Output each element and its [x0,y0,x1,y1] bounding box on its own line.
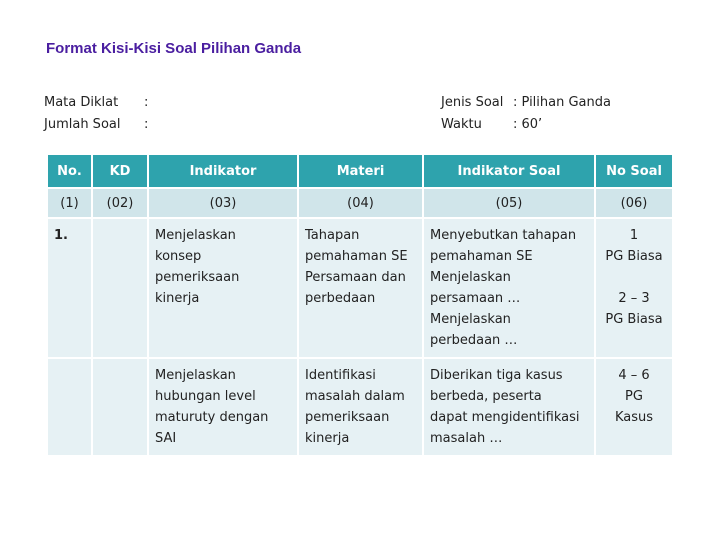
column-number-row [48,188,673,218]
waktu-label: Waktu [441,117,482,132]
indikator-soal-line: masalah … [430,431,503,446]
no-soal-line: 1 [629,228,639,243]
header-row [48,155,673,188]
cell-kd [92,358,148,456]
meta-right [441,92,611,136]
materi-line: Persamaan dan [305,270,406,285]
no-soal-spacer [602,267,666,288]
no-soal-line: PG Biasa [605,249,663,264]
jumlah-soal-label: Jumlah Soal [44,117,121,132]
indikator-soal-line: Diberikan tiga kasus [430,368,563,383]
cell-indikator [148,358,298,456]
indikator-soal-line: persamaan … [430,291,521,306]
meta-waktu [441,114,611,136]
indikator-line: hubungan level [155,389,256,404]
meta-jumlah-soal [44,114,148,136]
header-indikator: Indikator [148,155,298,188]
indikator-line: SAI [155,431,177,446]
indikator-line: konsep [155,249,202,264]
materi-line: masalah dalam [305,389,405,404]
indikator-soal-line: pemahaman SE [430,249,533,264]
materi-line: pemahaman SE [305,249,408,264]
indikator-soal-line: Menjelaskan [430,312,511,327]
header-no: No. [48,155,92,188]
indikator-line: pemeriksaan [155,270,240,285]
cell-materi [298,218,423,358]
cell-indikator [148,218,298,358]
indikator-soal-line: perbedaan … [430,333,518,348]
no-soal-line: PG Biasa [605,312,663,327]
materi-line: perbedaan [305,291,376,306]
cell-no: 1. [48,218,92,358]
meta-jenis-soal [441,92,611,114]
materi-line: Tahapan [305,228,360,243]
jumlah-soal-sep: : [144,117,149,132]
indikator-line: Menjelaskan [155,228,236,243]
colnum-5: (05) [423,188,595,218]
indikator-line: maturuty dengan [155,410,269,425]
materi-line: Identifikasi [305,368,376,383]
cell-no-soal [595,218,673,358]
indikator-soal-line: Menyebutkan tahapan [430,228,577,243]
colnum-2: (02) [92,188,148,218]
indikator-soal-line: dapat mengidentifikasi [430,410,580,425]
indikator-soal-line: berbeda, peserta [430,389,542,404]
jenis-soal-value: : Pilihan Ganda [513,95,611,110]
meta-mata-diklat [44,92,148,114]
indikator-line: Menjelaskan [155,368,236,383]
meta-left [44,92,148,136]
materi-line: kinerja [305,431,350,446]
colnum-4: (04) [298,188,423,218]
no-soal-line: 4 – 6 [618,368,650,383]
cell-no [48,358,92,456]
no-soal-line: PG [625,389,643,404]
header-no-soal: No Soal [595,155,673,188]
no-soal-line: 2 – 3 [618,291,650,306]
indikator-line: kinerja [155,291,200,306]
slide-title: Format Kisi-Kisi Soal Pilihan Ganda [46,40,302,57]
indikator-soal-line: Menjelaskan [430,270,511,285]
jenis-soal-label: Jenis Soal [441,95,504,110]
colnum-6: (06) [595,188,673,218]
cell-indikator-soal [423,218,595,358]
cell-kd [92,218,148,358]
materi-line: pemeriksaan [305,410,390,425]
cell-no-soal [595,358,673,456]
mata-diklat-label: Mata Diklat [44,95,119,110]
waktu-value: : 60’ [513,117,543,132]
header-kd: KD [92,155,148,188]
kisi-kisi-table [48,155,674,457]
no-soal-line: Kasus [614,410,654,425]
header-materi: Materi [298,155,423,188]
cell-indikator-soal [423,358,595,456]
cell-materi [298,358,423,456]
mata-diklat-sep: : [144,95,149,110]
header-indikator-soal: Indikator Soal [423,155,595,188]
colnum-3: (03) [148,188,298,218]
table-row [48,358,673,456]
colnum-1: (1) [48,188,92,218]
table-row [48,218,673,358]
